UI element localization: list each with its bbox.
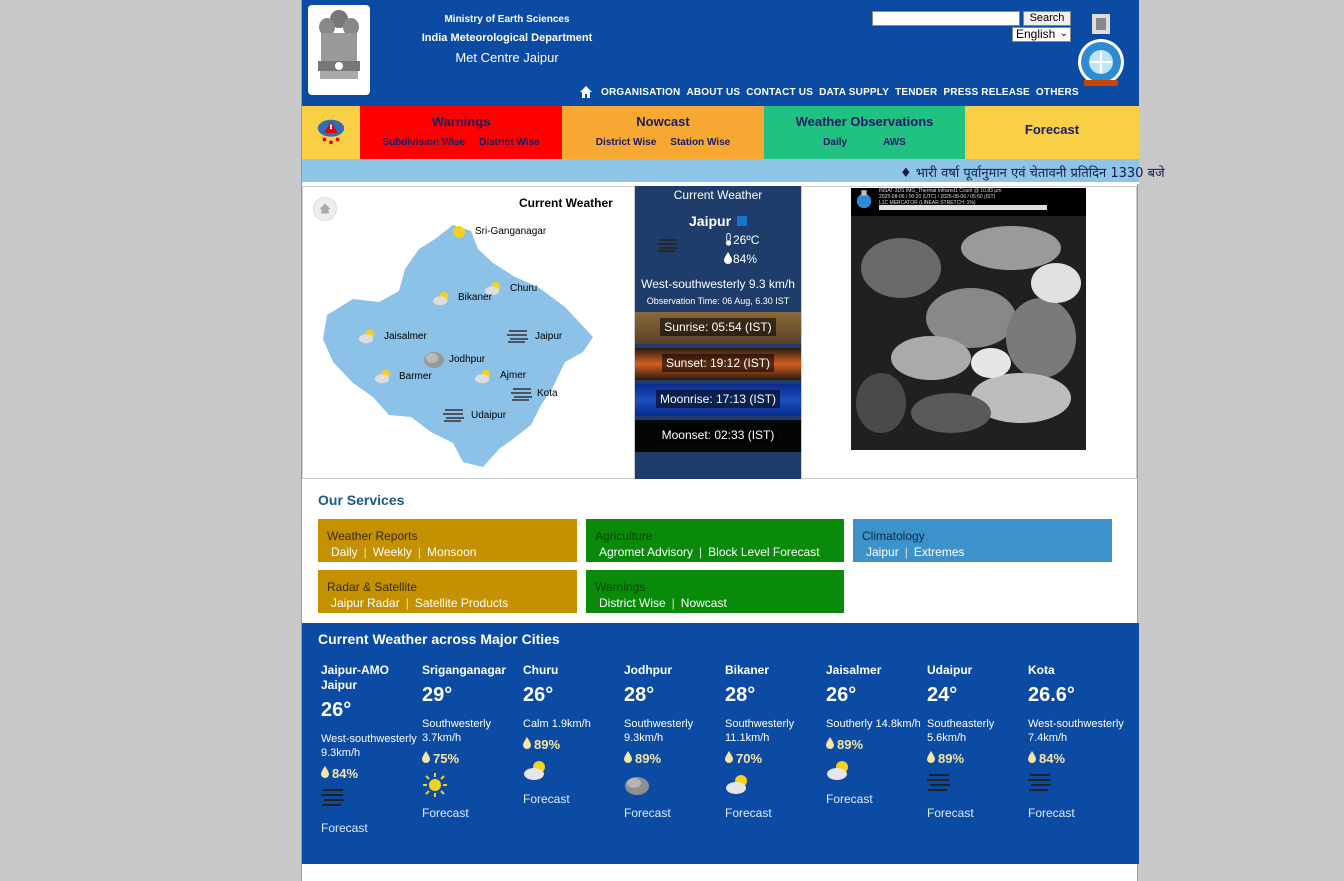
humidity-drop-icon: [927, 751, 935, 763]
centre-title: Met Centre Jaipur: [455, 50, 559, 65]
map-city-sri-ganganagar[interactable]: Sri-Ganganagar: [475, 226, 547, 237]
city-wind: West-southwesterly 7.4km/h: [1028, 718, 1124, 744]
current-city: Jaipur: [689, 213, 732, 229]
partly-cloudy-icon: [431, 289, 451, 307]
warnings-district-link[interactable]: District Wise: [479, 137, 540, 148]
alert-cell: [302, 106, 360, 159]
satellite-panel: [801, 186, 1137, 479]
current-humidity: 84%: [733, 252, 758, 266]
header: [302, 0, 1139, 106]
major-city-card: [523, 663, 623, 806]
satellite-header: [879, 188, 1001, 206]
imd-logo-icon: [1076, 12, 1126, 92]
map-city-jaisalmer[interactable]: Jaisalmer: [384, 331, 427, 342]
haze-icon: [507, 329, 529, 343]
language-value: English: [1016, 27, 1056, 41]
national-emblem-icon: [308, 5, 370, 95]
city-humidity: [1028, 751, 1128, 766]
current-weather-title: Current Weather: [673, 188, 763, 202]
city-name: Churu: [523, 663, 559, 677]
city-humidity-value: 70%: [736, 751, 763, 766]
haze-icon: [927, 772, 953, 798]
city-forecast-link[interactable]: Forecast: [624, 806, 671, 820]
city-forecast-link[interactable]: Forecast: [725, 806, 772, 820]
service-title[interactable]: Weather Reports: [327, 529, 418, 543]
city-name: Jaipur-AMO Jaipur: [321, 663, 390, 692]
service-climatology: Climatology Jaipur | Extremes: [853, 519, 1112, 562]
major-cities-title: Current Weather across Major Cities: [318, 631, 560, 647]
city-forecast-link[interactable]: Forecast: [422, 806, 469, 820]
category-band: [302, 106, 1139, 159]
sunrise-time: Sunrise: 05:54 (IST): [660, 318, 775, 336]
observation-time: Observation Time: 06 Aug, 6.30 IST: [646, 296, 790, 306]
map-city-churu[interactable]: Churu: [510, 283, 538, 294]
major-city-card: [422, 663, 522, 820]
city-forecast-link[interactable]: Forecast: [321, 821, 368, 835]
major-city-card: [1028, 663, 1128, 820]
search-button[interactable]: Search: [1023, 11, 1071, 26]
city-wind: Southwesterly 3.7km/h: [422, 718, 492, 744]
city-humidity: [422, 751, 522, 766]
city-wind: Southeasterly 5.6km/h: [927, 718, 995, 744]
map-city-udaipur[interactable]: Udaipur: [471, 410, 507, 421]
chevron-down-icon: ⌄: [1059, 28, 1068, 39]
satellite-image[interactable]: [851, 188, 1086, 450]
city-humidity-value: 75%: [433, 751, 460, 766]
city-name: Jodhpur: [624, 663, 672, 677]
observations-cell: [764, 106, 965, 159]
city-humidity: [725, 751, 825, 766]
service-link-monsoon[interactable]: Monsoon: [427, 545, 477, 559]
city-name: Kota: [1028, 663, 1055, 677]
service-link-jaipur-radar[interactable]: Jaipur Radar: [331, 596, 400, 610]
satellite-header-line1: INSAT-3DS IMG_Thermal Infrared1 Count @ 10.83 µm: [879, 188, 1002, 194]
page: [301, 0, 1165, 881]
city-humidity: [523, 737, 623, 752]
humidity-drop-icon: [422, 751, 430, 763]
ministry-title: Ministry of Earth Sciences: [444, 14, 570, 25]
city-name: Bikaner: [725, 663, 770, 677]
rajasthan-map-panel: [302, 186, 635, 479]
satellite-header-line2: 2025-08-06 / 00:20 (UTC) / 2025-08-06 / 05:50 (IST): [879, 194, 996, 200]
city-temperature: 28°: [725, 684, 756, 706]
city-temperature: 26°: [523, 684, 554, 706]
city-humidity-value: 89%: [837, 737, 864, 752]
nowcast-station-link[interactable]: Station Wise: [670, 137, 731, 148]
major-city-card: [624, 663, 724, 820]
service-radar-satellite: Radar & Satellite Jaipur Radar | Satellite Products: [318, 570, 577, 613]
partly-cloudy-icon: [373, 367, 393, 385]
current-wind: West-southwesterly 9.3 km/h: [641, 277, 795, 291]
humidity-drop-icon: [826, 737, 834, 749]
city-temperature: 28°: [624, 684, 655, 706]
service-link-block-level-forecast[interactable]: Block Level Forecast: [708, 545, 820, 559]
language-select[interactable]: [1012, 27, 1071, 42]
services-title: Our Services: [318, 492, 405, 508]
nav-contact-us[interactable]: CONTACT US: [746, 86, 814, 98]
haze-icon: [321, 787, 347, 813]
city-name: Udaipur: [927, 663, 973, 677]
haze-icon: [657, 238, 679, 252]
map-city-bikaner[interactable]: Bikaner: [458, 292, 492, 303]
map-city-jodhpur[interactable]: Jodhpur: [449, 354, 486, 365]
major-city-card: [826, 663, 926, 806]
city-humidity: [927, 751, 1027, 766]
city-humidity: [826, 737, 926, 752]
service-title[interactable]: Climatology: [862, 529, 925, 543]
moonrise-time: Moonrise: 17:13 (IST): [656, 390, 780, 408]
service-title[interactable]: Agriculture: [595, 529, 653, 543]
sunrise-band: [635, 312, 801, 344]
imd-small-logo-icon: [855, 190, 873, 212]
news-ticker: [302, 159, 1165, 184]
satellite-cloud-image: [851, 188, 1086, 450]
map-city-barmer[interactable]: Barmer: [399, 371, 432, 382]
warnings-cell: [360, 106, 562, 159]
department-title: India Meteorological Department: [421, 32, 593, 44]
emblem-motto: सत्यमेव जयते: [319, 84, 359, 93]
nav-about-us[interactable]: ABOUT US: [686, 86, 741, 98]
city-temperature: 26°: [826, 684, 857, 706]
nav-tender[interactable]: TENDER: [895, 86, 938, 98]
city-humidity-value: 84%: [1039, 751, 1066, 766]
warnings-title[interactable]: Warnings: [431, 114, 491, 129]
sun-icon: [422, 772, 448, 798]
city-wind: Southerly 14.8km/h: [826, 718, 921, 730]
sunset-band: [635, 348, 801, 380]
service-link-district-wise[interactable]: District Wise: [599, 596, 666, 610]
observations-aws-link[interactable]: AWS: [883, 137, 906, 148]
city-humidity: [321, 766, 421, 781]
warnings-subdivision-link[interactable]: Subdivision Wise: [382, 137, 466, 148]
moonset-time: Moonset: 02:33 (IST): [658, 426, 779, 444]
service-title[interactable]: Warnings: [595, 580, 646, 594]
sunset-time: Sunset: 19:12 (IST): [662, 354, 774, 372]
sun-icon: [449, 222, 469, 242]
city-wind: West-southwesterly 9.3km/h: [321, 733, 417, 759]
service-link-daily[interactable]: Daily: [331, 545, 358, 559]
home-icon[interactable]: [579, 85, 593, 99]
service-link-weekly[interactable]: Weekly: [372, 545, 412, 559]
rain-warning-icon: [315, 116, 347, 148]
forecast-cell: [965, 106, 1139, 159]
city-name: Jaisalmer: [826, 663, 882, 677]
city-humidity: [624, 751, 724, 766]
city-humidity-value: 89%: [938, 751, 965, 766]
city-forecast-link[interactable]: Forecast: [826, 792, 873, 806]
city-wind: Calm 1.9km/h: [523, 718, 591, 730]
city-humidity-value: 84%: [332, 766, 359, 781]
service-link-extremes[interactable]: Extremes: [913, 545, 965, 559]
search-input[interactable]: [872, 11, 1020, 26]
nowcast-cell: [562, 106, 764, 159]
observations-title[interactable]: Weather Observations: [795, 114, 934, 129]
humidity-drop-icon: [523, 737, 531, 749]
city-marker: [737, 216, 747, 226]
city-temperature: 26°: [321, 699, 352, 721]
humidity-drop-icon: [725, 751, 733, 763]
service-link-satellite-products[interactable]: Satellite Products: [414, 596, 509, 610]
service-warnings: Warnings District Wise | Nowcast: [586, 570, 844, 613]
service-agriculture: Agriculture Agromet Advisory | Block Level Forecast: [586, 519, 844, 562]
moonset-band: [635, 420, 801, 452]
partly-cloudy-icon: [523, 758, 549, 784]
thermometer-icon: [725, 233, 732, 246]
city-wind: Southwesterly 11.1km/h: [725, 718, 795, 744]
rajasthan-map: [303, 187, 636, 480]
city-temperature: 24°: [927, 684, 958, 706]
city-humidity-value: 89%: [534, 737, 561, 752]
major-city-card: [927, 663, 1027, 820]
humidity-drop-icon: [321, 766, 329, 778]
service-weather-reports: Weather Reports Daily | Weekly | Monsoon: [318, 519, 577, 562]
nav-organisation[interactable]: ORGANISATION: [601, 86, 681, 98]
nav-others[interactable]: OTHERS: [1035, 86, 1079, 98]
observations-daily-link[interactable]: Daily: [823, 137, 848, 148]
city-forecast-link[interactable]: Forecast: [523, 792, 570, 806]
moonrise-band: [635, 384, 801, 416]
satellite-header-line3: L1C MERCATOR (LINEAR STRETCH: 1%): [879, 200, 976, 206]
partly-cloudy-icon: [357, 327, 377, 345]
top-navigation: [579, 84, 1085, 100]
ticker-text[interactable]: ♦ भारी वर्षा पूर्वानुमान एवं चेतावनी प्रतिदिन 1330 बजे: [900, 166, 1165, 181]
current-weather-panel: [635, 186, 801, 479]
partly-cloudy-icon: [473, 367, 493, 385]
map-city-jaipur[interactable]: Jaipur: [535, 331, 563, 342]
city-name: Sriganganagar: [422, 663, 507, 677]
service-link-jaipur[interactable]: Jaipur: [866, 545, 899, 559]
city-wind: Southwesterly 9.3km/h: [624, 718, 694, 744]
city-humidity-value: 89%: [635, 751, 662, 766]
partly-cloudy-icon: [725, 772, 751, 798]
haze-icon: [511, 387, 533, 401]
major-cities-section: [302, 623, 1139, 864]
haze-icon: [443, 408, 465, 422]
service-link-agromet-advisory[interactable]: Agromet Advisory: [599, 545, 694, 559]
nav-press-release[interactable]: PRESS RELEASE: [943, 86, 1030, 98]
map-city-ajmer[interactable]: Ajmer: [500, 370, 527, 381]
humidity-drop-icon: [624, 751, 632, 763]
city-forecast-link[interactable]: Forecast: [927, 806, 974, 820]
nav-data-supply[interactable]: DATA SUPPLY: [819, 86, 890, 98]
humidity-drop-icon: [1028, 751, 1036, 763]
forecast-title[interactable]: Forecast: [1024, 122, 1080, 137]
map-city-kota[interactable]: Kota: [537, 388, 558, 399]
city-temperature: 29°: [422, 684, 453, 706]
map-title: Current Weather: [519, 196, 613, 210]
current-temperature: 26ºC: [733, 233, 760, 247]
major-city-card: [321, 663, 421, 835]
cloudy-icon: [423, 349, 445, 369]
major-city-card: [725, 663, 825, 820]
service-title[interactable]: Radar & Satellite: [327, 580, 418, 594]
cloudy-icon: [624, 772, 650, 798]
nowcast-district-link[interactable]: District Wise: [595, 137, 657, 148]
haze-icon: [1028, 772, 1054, 798]
nowcast-title[interactable]: Nowcast: [636, 114, 690, 129]
city-forecast-link[interactable]: Forecast: [1028, 806, 1075, 820]
service-link-nowcast[interactable]: Nowcast: [680, 596, 727, 610]
humidity-drop-icon: [724, 252, 732, 264]
city-temperature: 26.6°: [1028, 684, 1075, 706]
partly-cloudy-icon: [826, 758, 852, 784]
